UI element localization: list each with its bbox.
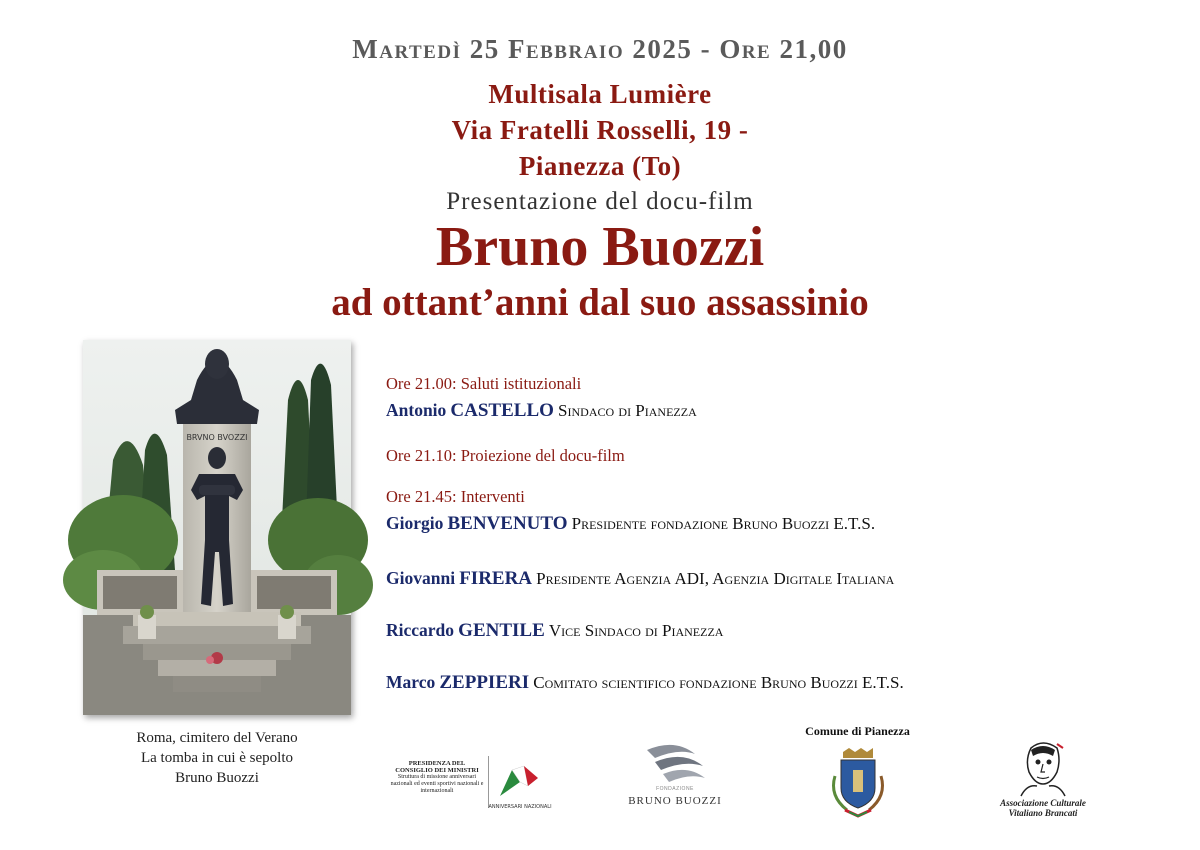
page-title: Bruno Buozzi <box>435 216 765 278</box>
speaker-entry <box>386 513 875 535</box>
fondazione-mark-icon <box>625 740 725 786</box>
speaker-role: Comitato scientifico fondazione Bruno Buozzi E.T.S. <box>533 673 904 692</box>
presidenza-consiglio-logo <box>390 756 550 816</box>
speaker-last-name: BENVENUTO <box>447 513 568 534</box>
caption-line: La tomba in cui è sepolto <box>140 750 294 766</box>
fondazione-small-label: FONDAZIONE <box>656 786 694 792</box>
venue-address: Via Fratelli Rosselli, 19 - <box>451 115 749 145</box>
fondazione-buozzi-logo <box>625 740 725 815</box>
caption-line: Roma, cimitero del Verano <box>136 730 298 746</box>
italian-flag-icon <box>488 756 552 812</box>
monument-photo <box>83 340 351 715</box>
speaker-role: Presidente fondazione Bruno Buozzi E.T.S. <box>571 514 876 533</box>
photo-caption <box>83 728 351 788</box>
speaker-first-name: Riccardo <box>386 620 455 640</box>
comune-pianezza-logo <box>790 724 925 819</box>
schedule-time: Ore 21.45: Interventi <box>386 487 525 506</box>
coat-of-arms-icon <box>827 746 889 818</box>
speaker-first-name: Giovanni <box>386 568 456 588</box>
comune-label: Comune di Pianezza <box>805 724 910 738</box>
monument-illustration <box>83 340 351 715</box>
pcm-subtitle: Struttura di missione anniversari nazionali ed eventi sportivi nazionali e internazionali <box>390 774 484 794</box>
venue-block <box>0 76 1200 184</box>
page-subtitle: ad ottant’anni dal suo assassinio <box>331 281 869 324</box>
speaker-last-name: ZEPPIERI <box>439 672 530 693</box>
schedule-time: Ore 21.10: Proiezione del docu-film <box>386 446 625 465</box>
assoc-line: Vitaliano Brancati <box>1008 808 1078 818</box>
caption-line: Bruno Buozzi <box>175 770 259 786</box>
speaker-entry <box>386 620 723 642</box>
presentation-line: Presentazione del docu-film <box>446 188 754 215</box>
fondazione-name: BRUNO BUOZZI <box>628 795 722 807</box>
speaker-first-name: Marco <box>386 672 436 692</box>
associazione-brancati-logo <box>993 740 1093 820</box>
venue-name: Multisala Lumière <box>488 79 712 109</box>
pcm-title: PRESIDENZA DEL CONSIGLIO DEI MINISTRI <box>395 760 479 774</box>
assoc-label <box>993 798 1093 818</box>
speaker-entry <box>386 672 904 694</box>
speaker-role: Presidente Agenzia ADI, Agenzia Digitale Italiana <box>536 569 895 588</box>
monument-inscription: BRVNO BVOZZI <box>186 433 248 442</box>
pcm-text <box>390 760 484 795</box>
assoc-line: Associazione Culturale <box>1000 798 1086 808</box>
speaker-role: Vice Sindaco di Pianezza <box>548 621 724 640</box>
speaker-first-name: Giorgio <box>386 513 444 533</box>
logo-divider <box>488 756 489 808</box>
event-date-time: Martedì 25 Febbraio 2025 - Ore 21,00 <box>352 34 848 64</box>
schedule-time: Ore 21.00: Saluti istituzionali <box>386 374 582 393</box>
speaker-entry <box>386 400 697 422</box>
portrait-sketch-icon <box>1017 740 1069 796</box>
speaker-entry <box>386 568 894 590</box>
venue-city: Pianezza (To) <box>518 151 682 181</box>
speaker-role: Sindaco di Pianezza <box>558 401 697 420</box>
pcm-badge-text: ANNIVERSARI NAZIONALI <box>488 804 552 810</box>
speaker-first-name: Antonio <box>386 400 447 420</box>
speaker-last-name: CASTELLO <box>450 400 554 421</box>
speaker-last-name: GENTILE <box>458 620 545 641</box>
speaker-last-name: FIRERA <box>459 568 533 589</box>
